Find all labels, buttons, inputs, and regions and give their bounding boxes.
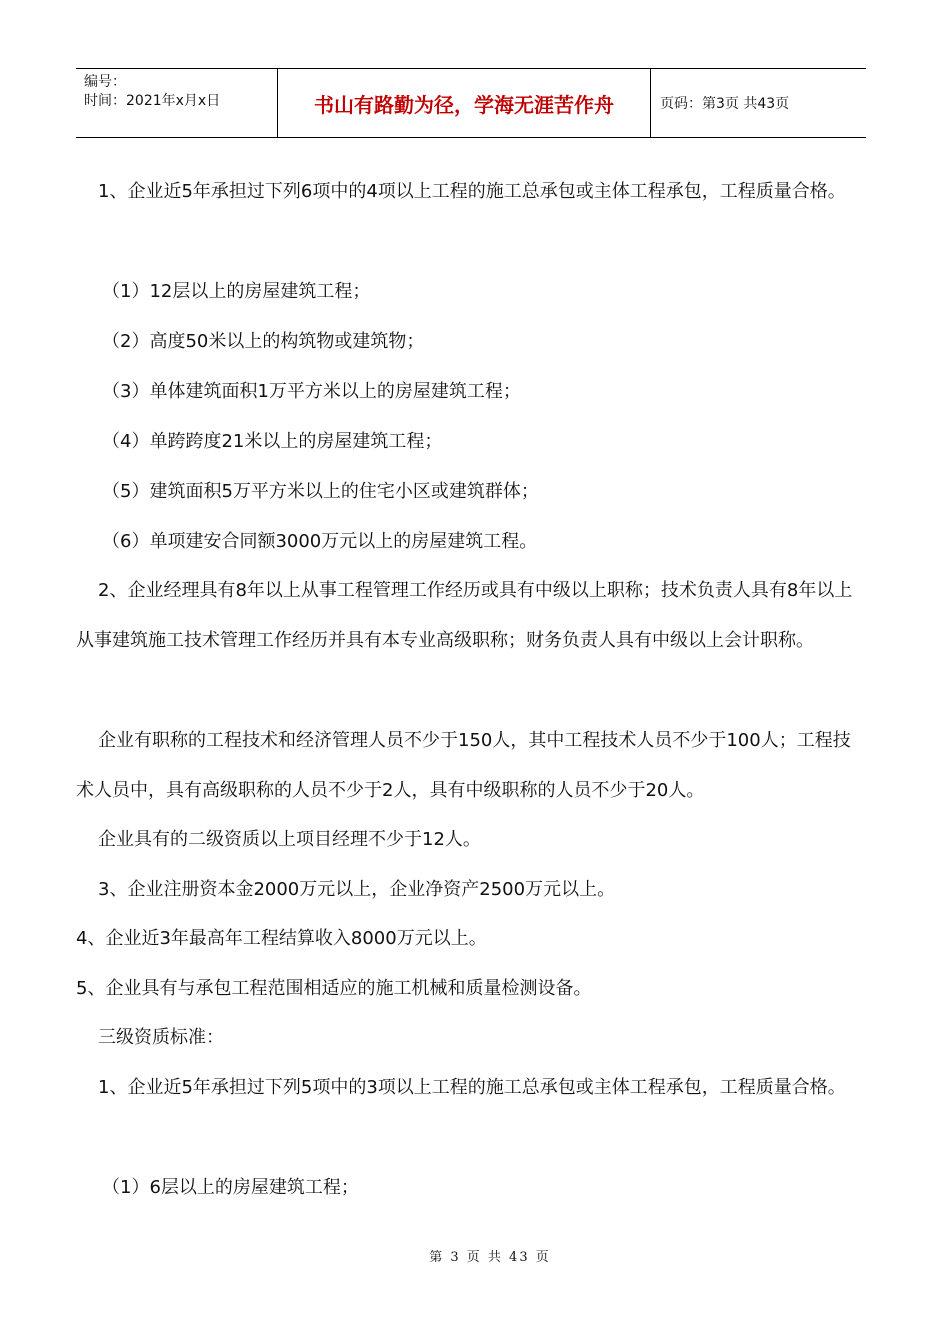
- paragraph: 5、企业具有与承包工程范围相适应的施工机械和质量检测设备。: [76, 978, 592, 999]
- list-item: （5）建筑面积5万平方米以上的住宅小区或建筑群体；: [102, 481, 539, 502]
- list-item: （3）单体建筑面积1万平方米以上的房屋建筑工程；: [102, 381, 521, 402]
- time-label: 时间：2021年x月x日: [84, 93, 221, 109]
- list-item: （2）高度50米以上的构筑物或建筑物；: [102, 331, 425, 352]
- page-footer: 第 3 页 共 43 页: [429, 1250, 551, 1265]
- paragraph: 1、企业近5年承担过下列6项中的4项以上工程的施工总承包或主体工程承包，工程质量合格。: [98, 181, 846, 202]
- section-heading: 三级资质标准：: [98, 1027, 224, 1048]
- paragraph: 1、企业近5年承担过下列5项中的3项以上工程的施工总承包或主体工程承包，工程质量合格。: [98, 1077, 846, 1098]
- list-item: （4）单跨跨度21米以上的房屋建筑工程；: [102, 431, 443, 452]
- header-motto: 书山有路勤为径，学海无涯苦作舟: [314, 92, 614, 117]
- header-meta: [84, 73, 220, 111]
- paragraph: 企业有职称的工程技术和经济管理人员不少于150人，其中工程技术人员不少于100人；工程技术人员中，具有高级职称的人员不少于2人，具有中级职称的人员不少于20人。: [76, 730, 851, 801]
- page-header: [76, 68, 866, 138]
- number-label: 编号：: [84, 74, 126, 90]
- header-page-code: 页码：第3页 共43页: [660, 96, 790, 112]
- paragraph: 企业具有的二级资质以上项目经理不少于12人。: [98, 829, 481, 850]
- list-item: （6）单项建安合同额3000万元以上的房屋建筑工程。: [102, 531, 538, 552]
- paragraph: 2、企业经理具有8年以上从事工程管理工作经历或具有中级以上职称；技术负责人具有8年以上从事建筑施工技术管理工作经历并具有本专业高级职称；财务负责人具有中级以上会计职称。: [76, 580, 853, 651]
- paragraph: 3、企业注册资本金2000万元以上，企业净资产2500万元以上。: [98, 879, 616, 900]
- header-divider: [650, 69, 651, 137]
- paragraph: 4、企业近3年最高年工程结算收入8000万元以上。: [76, 928, 487, 949]
- list-item: （1）12层以上的房屋建筑工程；: [102, 281, 371, 302]
- list-item: （1）6层以上的房屋建筑工程；: [102, 1177, 359, 1198]
